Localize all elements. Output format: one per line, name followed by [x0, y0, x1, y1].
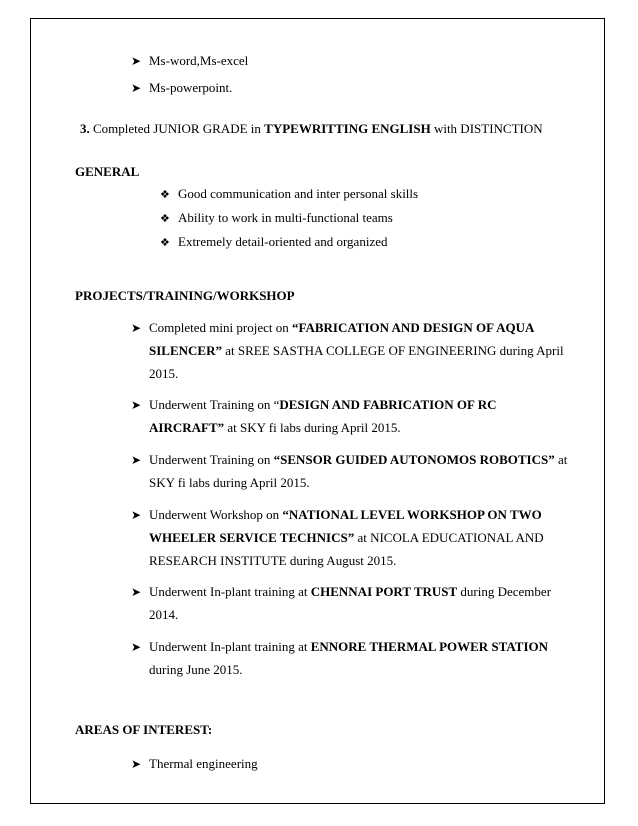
achievement-line [80, 121, 543, 137]
list-item [131, 53, 248, 69]
project-text: Underwent In-plant training at [149, 584, 311, 599]
list-item [131, 756, 258, 772]
diamond-bullet-icon: ❖ [160, 213, 170, 225]
section-heading-projects: PROJECTS/TRAINING/WORKSHOP [75, 288, 295, 303]
list-item [131, 80, 232, 96]
list-item-text: Thermal engineering [149, 756, 258, 771]
project-item [131, 452, 567, 468]
arrow-bullet-icon: ➤ [131, 81, 142, 95]
project-text: at SREE SASTHA COLLEGE OF ENGINEERING during April [221, 343, 564, 358]
list-item-text: Ms-word,Ms-excel [149, 53, 249, 68]
project-text: Completed mini project on [149, 320, 292, 335]
project-line [149, 343, 564, 359]
project-line [149, 530, 544, 546]
project-title: ENNORE THERMAL POWER STATION [310, 639, 549, 654]
arrow-bullet-icon: ➤ [131, 321, 142, 335]
project-item [131, 584, 551, 600]
project-line: RESEARCH INSTITUTE during August 2015. [149, 553, 397, 568]
project-line [149, 420, 401, 436]
project-title: “SENSOR GUIDED AUTONOMOS ROBOTICS” [273, 452, 555, 467]
project-text: Underwent Workshop on [149, 507, 283, 522]
project-text: at NICOLA EDUCATIONAL AND [354, 530, 544, 545]
project-item [131, 320, 534, 336]
list-item-text: Ability to work in multi-functional teams [178, 210, 393, 225]
project-title: SILENCER” [149, 343, 222, 358]
project-line: SKY fi labs during April 2015. [149, 475, 310, 490]
project-title: CHENNAI PORT TRUST [310, 584, 458, 599]
section-heading-general: GENERAL [75, 164, 140, 179]
achievement-number: 3. [80, 121, 90, 136]
arrow-bullet-icon: ➤ [131, 54, 142, 68]
project-title: WHEELER SERVICE TECHNICS” [149, 530, 355, 545]
project-line: during June 2015. [149, 662, 243, 677]
project-text: during December [457, 584, 552, 599]
list-item [160, 210, 393, 227]
project-item [131, 507, 542, 523]
list-item-text: Extremely detail-oriented and organized [178, 234, 388, 249]
achievement-bold: TYPEWRITTING ENGLISH [264, 121, 431, 136]
project-line: 2015. [149, 366, 179, 381]
list-item [160, 186, 418, 203]
project-text: Underwent In-plant training at [149, 639, 311, 654]
achievement-text: with DISTINCTION [430, 121, 543, 136]
project-text: Underwent Training on [149, 452, 274, 467]
list-item-text: Ms-powerpoint. [149, 80, 233, 95]
arrow-bullet-icon: ➤ [131, 398, 142, 412]
project-item [131, 397, 497, 413]
arrow-bullet-icon: ➤ [131, 508, 142, 522]
list-item [160, 234, 387, 251]
arrow-bullet-icon: ➤ [131, 453, 142, 467]
project-title: “FABRICATION AND DESIGN OF AQUA [291, 320, 535, 335]
project-title: “NATIONAL LEVEL WORKSHOP ON TWO [282, 507, 542, 522]
project-text: at [554, 452, 568, 467]
project-text: Underwent Training on “ [149, 397, 280, 412]
list-item-text: Good communication and inter personal skills [178, 186, 419, 201]
arrow-bullet-icon: ➤ [131, 757, 142, 771]
arrow-bullet-icon: ➤ [131, 640, 142, 654]
project-title: DESIGN AND FABRICATION OF RC [279, 397, 497, 412]
project-text: at SKY fi labs during April 2015. [224, 420, 401, 435]
section-heading-interests: AREAS OF INTEREST: [75, 722, 213, 737]
project-line: 2014. [149, 607, 179, 622]
project-title: AIRCRAFT” [149, 420, 225, 435]
project-item [131, 639, 548, 655]
achievement-text: Completed JUNIOR GRADE in [89, 121, 265, 136]
diamond-bullet-icon: ❖ [160, 237, 170, 249]
arrow-bullet-icon: ➤ [131, 585, 142, 599]
diamond-bullet-icon: ❖ [160, 189, 170, 201]
